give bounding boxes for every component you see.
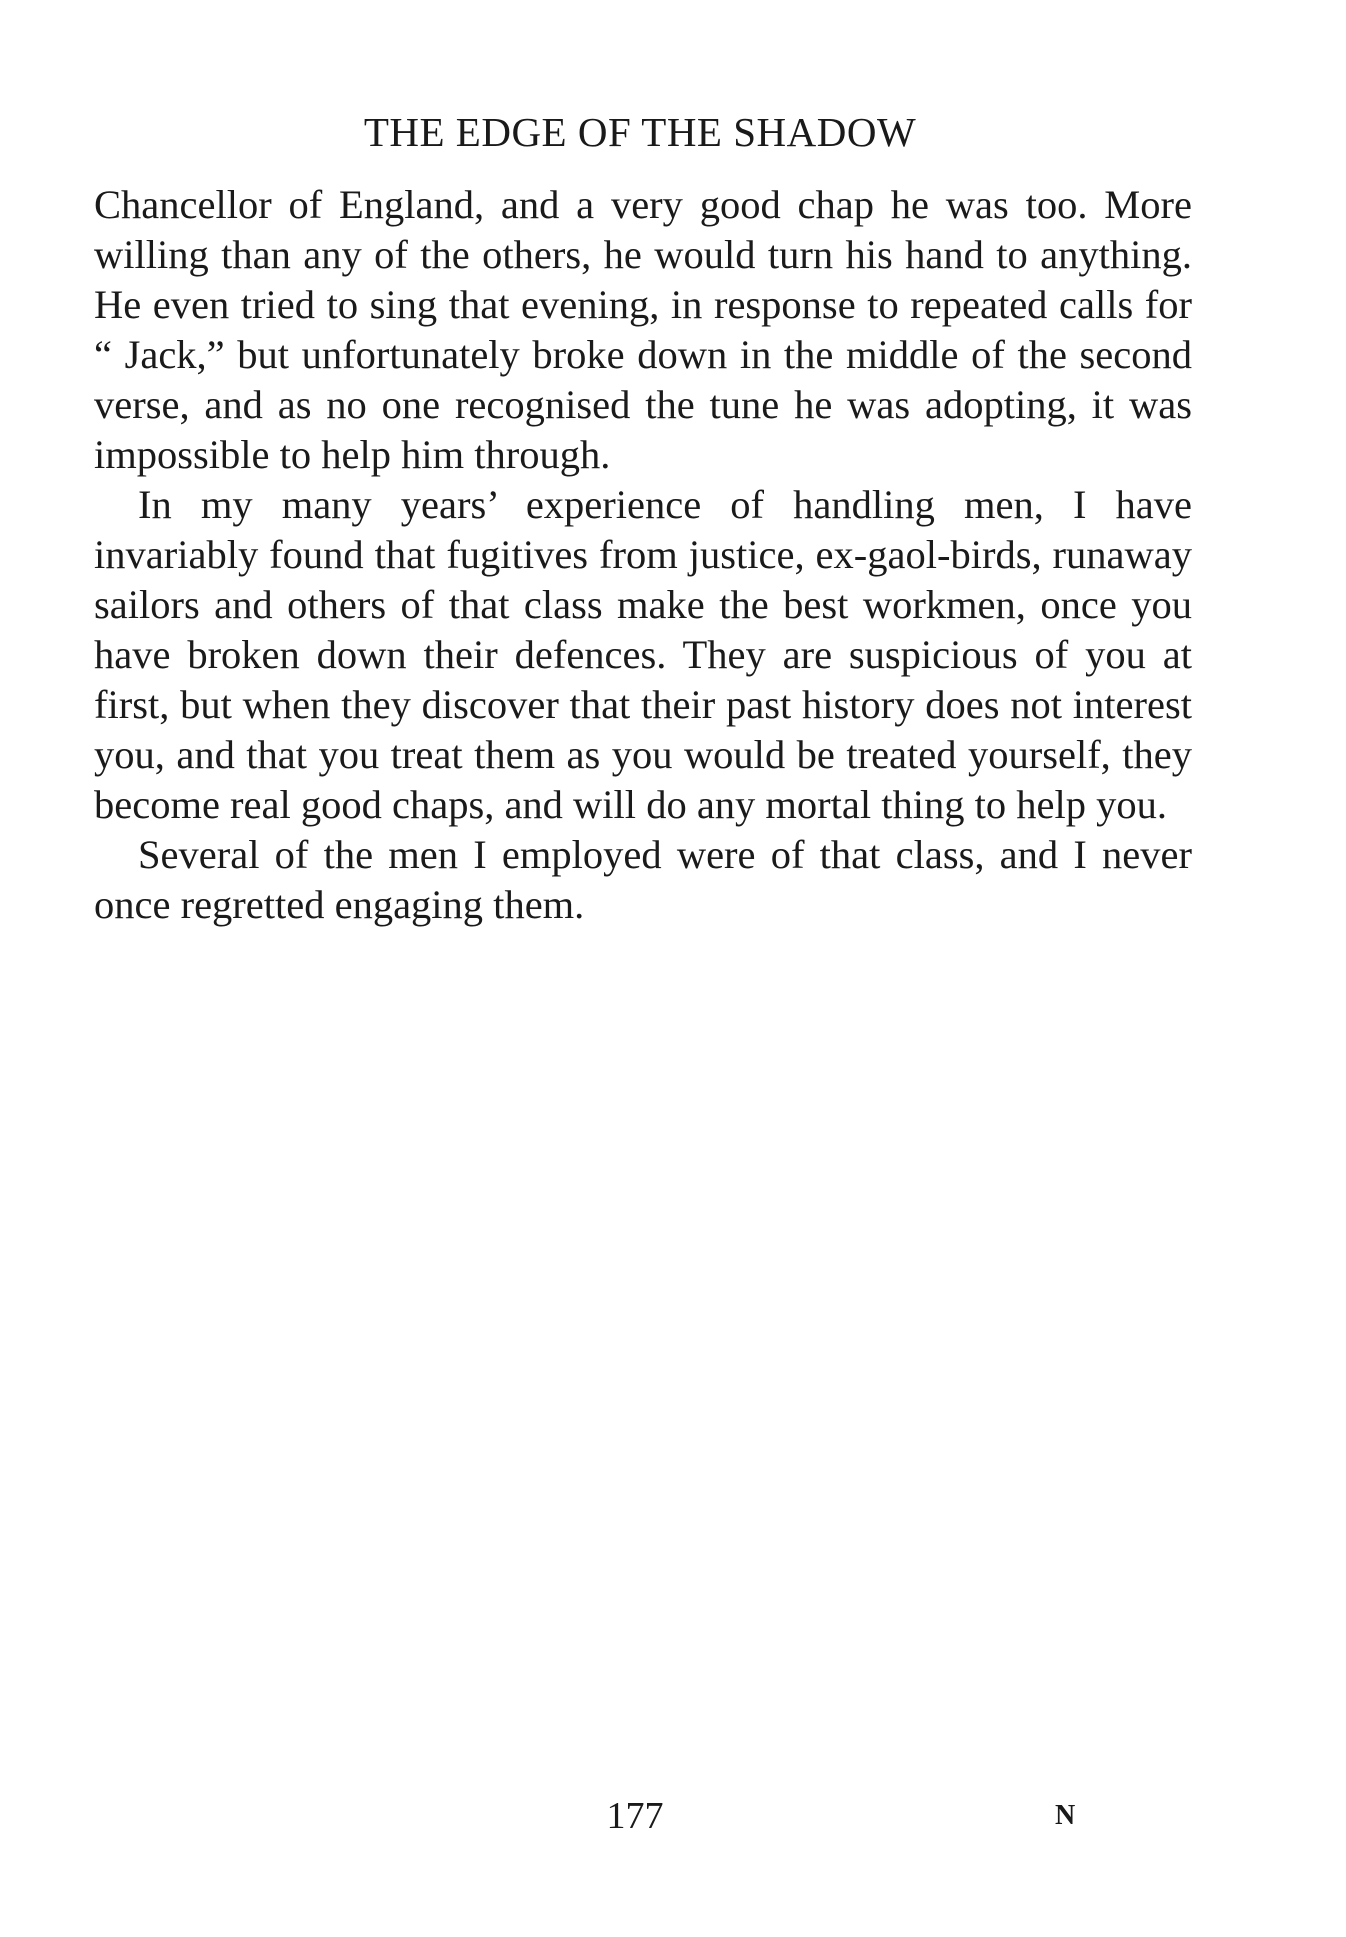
paragraph: Several of the men I employed were of that class, and I never once regretted engaging them. [94, 832, 1192, 927]
paragraph-continued: Chancellor of England, and a very good chap he was too. More willing than any of the others, he would turn his hand to anything. He even tried to sing that evening, in response to repeated calls for “ Jack,” but unfortunately broke down in the middle of the second verse, and as no one recognised the tune he was adopting, it was impossible to help him through. [94, 182, 1192, 477]
page-number: 177 [606, 1795, 664, 1837]
body-text [94, 180, 1192, 930]
paragraph: In my many years’ experience of handling men, I have invariably found that fugitives from justice, ex-gaol-birds, runaway sailors and others of that class make the best workmen, once you have broken down their defences. They are suspicious of you at first, but when they discover that their past history does not interest you, and that you treat them as you would be treated yourself, they become real good chaps, and will do any mortal thing to help you. [94, 482, 1192, 827]
running-head: THE EDGE OF THE SHADOW [363, 109, 917, 155]
signature-mark: N [1055, 1800, 1076, 1831]
